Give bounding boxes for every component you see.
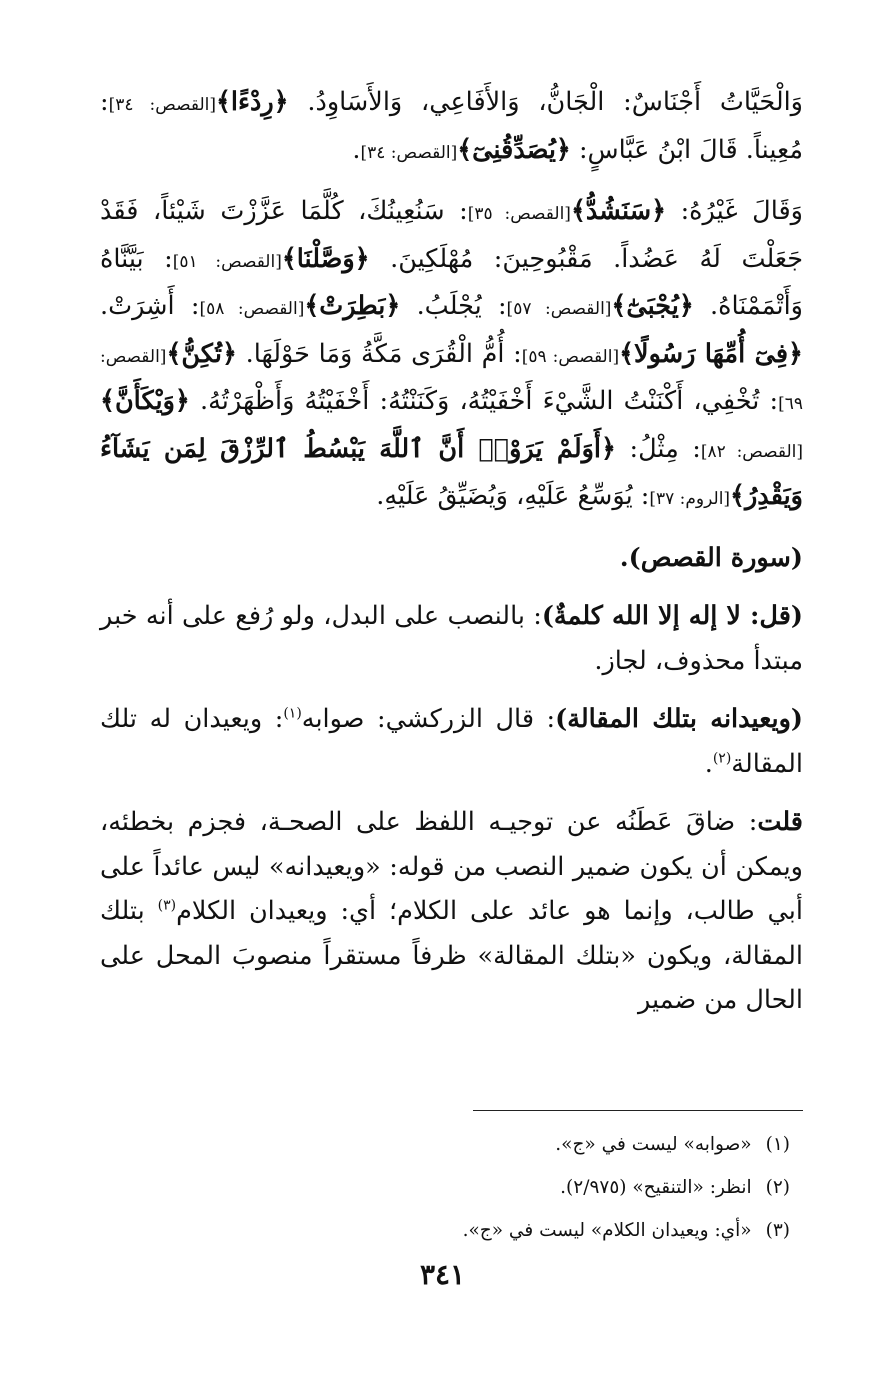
lemma: (قل: لا إله إلا الله كلمةٌ) xyxy=(541,601,803,631)
verse-reference: [القصص: ٥٨] xyxy=(199,299,305,319)
verse-reference: [القصص: ٥١] xyxy=(172,251,282,272)
paragraph-4 xyxy=(100,594,803,683)
quran-word: ﴿سَنَشُدُّ﴾ xyxy=(570,196,667,226)
text: : قال الزركشي: صوابه xyxy=(301,704,556,734)
verse-reference: [القصص: ٣٥] xyxy=(467,204,571,224)
footnote-marker[interactable]: (٢) xyxy=(712,750,732,766)
quran-word: ﴿وَصَّلْنَا﴾ xyxy=(281,243,370,274)
text: : يُجْلَبُ. xyxy=(400,291,507,321)
text: وَقَالَ غَيْرُهُ: xyxy=(666,196,803,226)
text: : مُعِيناً. قَالَ ابْنُ عَبَّاسٍ: xyxy=(100,87,803,165)
verse-reference: [القصص: ٣٤] xyxy=(108,95,216,115)
footnote-number: (٢) xyxy=(765,1177,790,1198)
footnote-3 xyxy=(100,1209,790,1252)
lemma: قلت xyxy=(757,807,803,837)
verse-reference: [القصص: ٨٢] xyxy=(700,441,804,462)
lemma: (ويعيدانه بتلك المقالة) xyxy=(555,704,804,734)
paragraph-1 xyxy=(100,80,803,175)
footnote-2 xyxy=(100,1166,790,1209)
paragraph-5 xyxy=(100,697,803,786)
quran-word: ﴿تُكِنُّ﴾ xyxy=(166,338,237,369)
verse-reference: [القصص: ٥٩] xyxy=(521,346,620,367)
text: وَالْحَيَّاتُ أَجْنَاسٌ: الْجَانُّ، وَالأَفَاعِي، وَالأَسَاوِدُ. xyxy=(288,87,803,117)
footnote-1 xyxy=(100,1123,790,1166)
verse-reference: [القصص: ٣٤] xyxy=(360,142,458,163)
quran-verse: ﴿أَوَلَمْ يَرَوْا۟ أَنَّ ٱللَّهَ يَبْسُطُ ٱلرِّزْقَ لِمَن يَشَآءُ وَيَقْدِرُ﴾ xyxy=(100,433,803,511)
text: : تُخْفِي، أَكْنَنْتُ الشَّيْءَ أَخْفَيْتُهُ، وَكَنَنْتُهُ: أَخْفَيْتُهُ وَأَظْهَرْتُهُ. xyxy=(189,386,779,416)
text: : أَشِرَتْ. xyxy=(100,291,200,321)
text: . xyxy=(704,748,713,779)
quran-word: ﴿يُصَدِّقُنِىٓ﴾ xyxy=(457,134,571,165)
quran-word: ﴿بَطِرَتْ﴾ xyxy=(304,291,401,321)
text: : سَنُعِينُكَ، كُلَّمَا عَزَّزْتَ شَيْئاً، فَقَدْ جَعَلْتَ لَهُ عَضُداً. مَقْبُوحِينَ: مُهْلَكِينَ. xyxy=(100,196,803,274)
page-number: ٣٤١ xyxy=(419,1258,466,1291)
verse-reference: [القصص: ٦٩] xyxy=(100,346,803,414)
verse-reference: [القصص: ٥٧] xyxy=(506,299,612,319)
quran-word: ﴿يُجْبَىٰٓ﴾ xyxy=(611,291,694,321)
quran-word: ﴿فِىٓ أُمِّهَا رَسُولًا﴾ xyxy=(619,338,803,369)
footnote-text: انظر: «التنقيح» (٢/٩٧٥). xyxy=(560,1177,752,1198)
footnote-text: «أي: ويعيدان الكلام» ليست في «ج». xyxy=(462,1220,752,1241)
quran-word: ﴿وَيْكَأَنَّ﴾ xyxy=(100,386,190,416)
quran-word: ﴿رِدْءًا﴾ xyxy=(215,87,289,117)
text: : ويعيدان له تلك المقالة xyxy=(100,704,803,779)
footnote-marker[interactable]: (١) xyxy=(283,705,302,722)
text: : مِثْلُ: xyxy=(615,433,701,464)
footnote-text: «صوابه» ليست في «ج». xyxy=(555,1134,752,1155)
text: . xyxy=(352,134,361,165)
footnote-marker[interactable]: (٣) xyxy=(157,897,177,914)
verse-reference: [الروم: ٣٧] xyxy=(649,489,731,509)
footnotes xyxy=(100,1123,790,1252)
paragraph-2 xyxy=(100,189,803,522)
footnote-divider xyxy=(473,1110,803,1111)
text: : بالنصب على البدل، ولو رُفع على أنه خبر مبتدأ محذوف، لجاز. xyxy=(100,601,803,676)
text: : أُمُّ الْقُرَى مَكَّةُ وَمَا حَوْلَهَا. xyxy=(236,338,522,369)
text: : بَيَّنَّاهُ وَأَتْمَمْنَاهُ. xyxy=(100,243,803,321)
text: بتلك المقالة، ويكون «بتلك المقالة» ظرفاً مستقراً منصوبَ المحل على الحال من ضمير xyxy=(100,896,803,1015)
text: : ضاقَ عَطَنُه عن توجيـه اللفظ على الصحـة، فجزم بخطئه، ويمكن أن يكون ضمير النصب من قوله: «ويعيدانه» ليس عائداً على أبي طالب، وإنما هو عائد على الكلام؛ أي: ويعيدان الكلام xyxy=(100,807,803,926)
footnote-number: (٣) xyxy=(765,1220,790,1241)
paragraph-6 xyxy=(100,800,803,1023)
text: : يُوَسِّعُ عَلَيْهِ، وَيُضَيِّقُ عَلَيْهِ. xyxy=(376,481,650,511)
footnote-number: (١) xyxy=(765,1134,790,1155)
section-heading: (سورة القصص). xyxy=(619,542,803,573)
